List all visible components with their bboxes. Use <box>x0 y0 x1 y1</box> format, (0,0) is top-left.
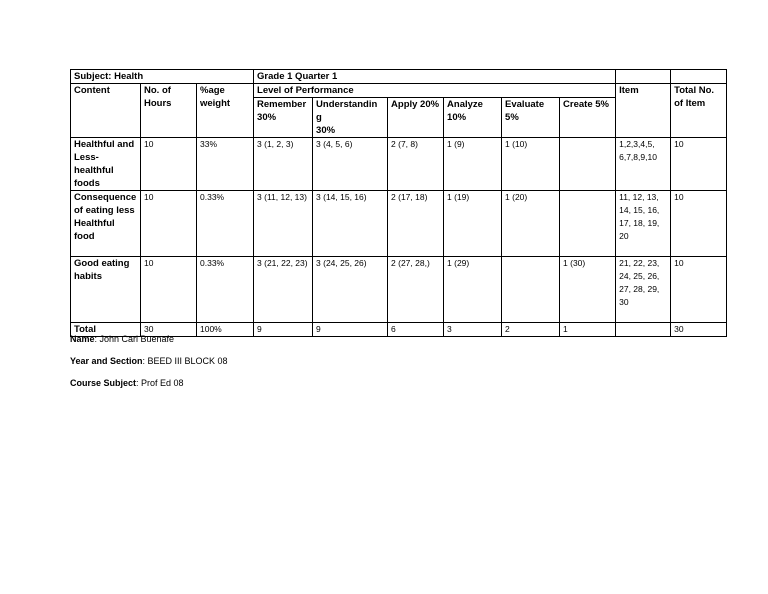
weight-cell: 0.33% <box>197 257 254 323</box>
subject-label: Subject: Health <box>71 70 254 84</box>
course-subject-line <box>70 378 184 388</box>
evaluate-header: Evaluate 5% <box>502 98 560 138</box>
total-cell: 10 <box>671 191 727 257</box>
understanding-header-part: 30% <box>316 125 336 136</box>
analyze-cell: 1 (29) <box>444 257 502 323</box>
total-cell: 10 <box>671 257 727 323</box>
total-label: Total <box>71 323 141 337</box>
remember-cell: 3 (11, 12, 13) <box>254 191 313 257</box>
weight-header: %age weight <box>197 84 254 138</box>
grade-label: Grade 1 Quarter 1 <box>254 70 616 84</box>
level-header: Level of Performance <box>254 84 616 98</box>
remember-header: Remember 30% <box>254 98 313 138</box>
weight-cell: 0.33% <box>197 191 254 257</box>
weight-cell: 33% <box>197 138 254 191</box>
content-cell: Consequence of eating less Healthful food <box>71 191 141 257</box>
total-count: 30 <box>671 323 727 337</box>
year-section-line <box>70 356 228 366</box>
hours-cell: 10 <box>141 138 197 191</box>
course-subject-label: Course Subject <box>70 378 137 388</box>
year-section-label: Year and Section <box>70 356 143 366</box>
apply-cell: 2 (27, 28,) <box>388 257 444 323</box>
understanding-header <box>313 98 388 138</box>
table-row <box>71 191 727 257</box>
analyze-header: Analyze 10% <box>444 98 502 138</box>
apply-cell: 2 (17, 18) <box>388 191 444 257</box>
content-cell: Good eating habits <box>71 257 141 323</box>
create-cell <box>560 191 616 257</box>
total-item <box>616 323 671 337</box>
remember-cell: 3 (1, 2, 3) <box>254 138 313 191</box>
content-cell: Healthful and Less-healthful foods <box>71 138 141 191</box>
apply-cell: 2 (7, 8) <box>388 138 444 191</box>
understanding-cell: 3 (14, 15, 16) <box>313 191 388 257</box>
content-header: Content <box>71 84 141 138</box>
item-header: Item <box>616 84 671 138</box>
understanding-header-part: Understandin <box>316 99 378 110</box>
name-label: Name <box>70 334 95 344</box>
evaluate-cell <box>502 257 560 323</box>
total-cell: 10 <box>671 138 727 191</box>
name-line <box>70 334 174 344</box>
table-of-specifications <box>70 69 727 337</box>
item-cell: 1,2,3,4,5, 6,7,8,9,10 <box>616 138 671 191</box>
total-apply: 6 <box>388 323 444 337</box>
empty-cell <box>671 70 727 84</box>
evaluate-cell: 1 (10) <box>502 138 560 191</box>
table-row <box>71 138 727 191</box>
total-weight: 100% <box>197 323 254 337</box>
item-cell: 21, 22, 23, 24, 25, 26, 27, 28, 29, 30 <box>616 257 671 323</box>
total-remember: 9 <box>254 323 313 337</box>
create-cell: 1 (30) <box>560 257 616 323</box>
course-subject-value: : Prof Ed 08 <box>136 378 184 388</box>
table-row <box>71 70 727 84</box>
understanding-cell: 3 (24, 25, 26) <box>313 257 388 323</box>
total-evaluate: 2 <box>502 323 560 337</box>
remember-cell: 3 (21, 22, 23) <box>254 257 313 323</box>
total-understanding: 9 <box>313 323 388 337</box>
hours-cell: 10 <box>141 191 197 257</box>
create-header: Create 5% <box>560 98 616 138</box>
table-row <box>71 257 727 323</box>
name-value: : John Carl Buenafe <box>94 334 175 344</box>
hours-cell: 10 <box>141 257 197 323</box>
table-header-row <box>71 84 727 98</box>
analyze-cell: 1 (19) <box>444 191 502 257</box>
year-section-value: : BEED III BLOCK 08 <box>142 356 228 366</box>
understanding-header-part: g <box>316 112 322 123</box>
total-create: 1 <box>560 323 616 337</box>
analyze-cell: 1 (9) <box>444 138 502 191</box>
create-cell <box>560 138 616 191</box>
apply-header: Apply 20% <box>388 98 444 138</box>
empty-cell <box>616 70 671 84</box>
item-cell: 11, 12, 13, 14, 15, 16, 17, 18, 19, 20 <box>616 191 671 257</box>
total-analyze: 3 <box>444 323 502 337</box>
hours-header: No. of Hours <box>141 84 197 138</box>
total-items-header: Total No. of Item <box>671 84 727 138</box>
understanding-cell: 3 (4, 5, 6) <box>313 138 388 191</box>
total-hours: 30 <box>141 323 197 337</box>
evaluate-cell: 1 (20) <box>502 191 560 257</box>
